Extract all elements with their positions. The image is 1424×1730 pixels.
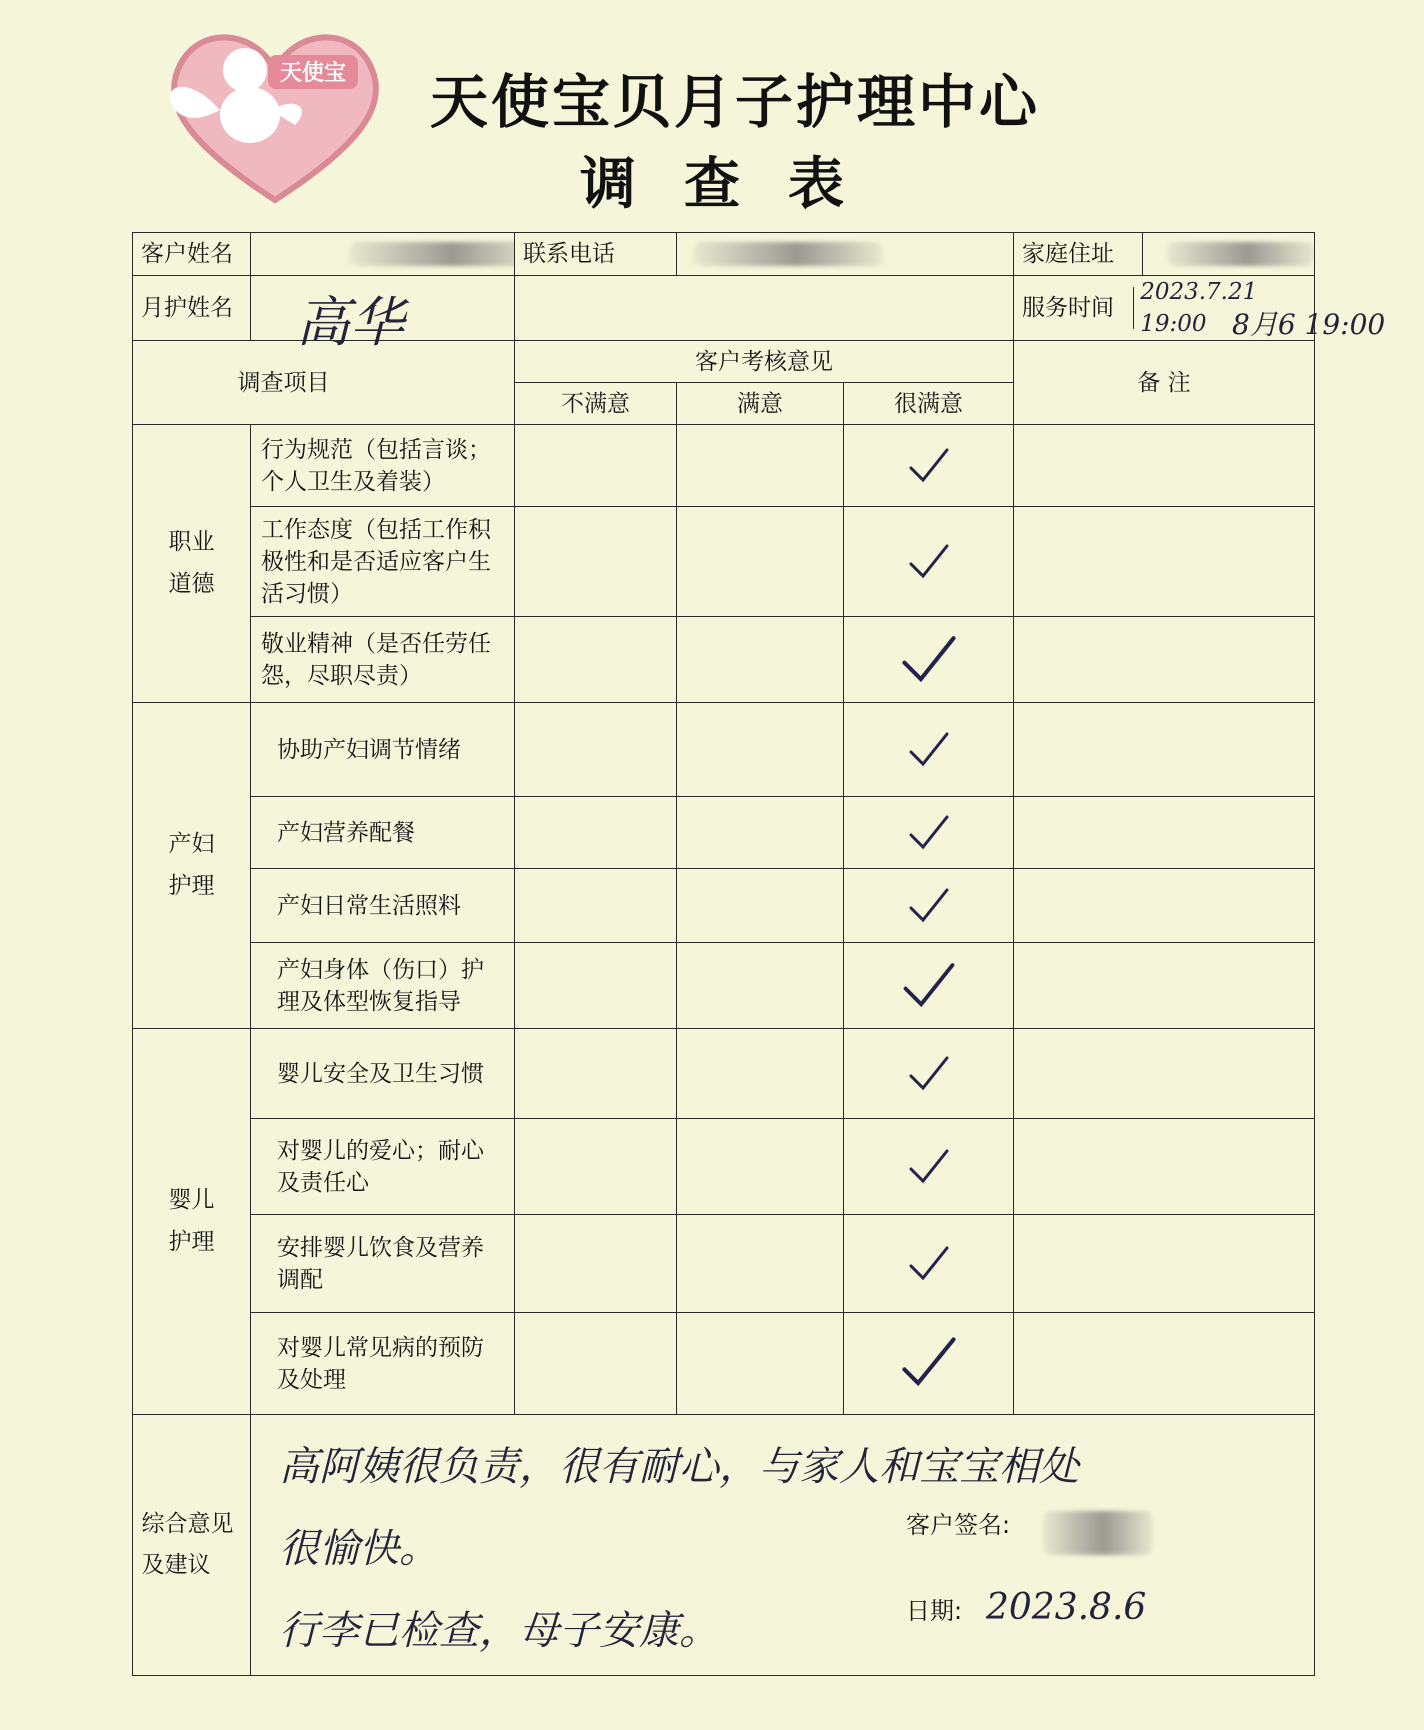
customer-name-value	[251, 233, 515, 276]
rating-cell	[844, 507, 1014, 617]
rating-cell	[515, 703, 677, 797]
summary-label: 综合意见及建议	[133, 1415, 251, 1676]
notes-cell	[1014, 703, 1315, 797]
rating-cell	[677, 1119, 844, 1215]
rating-cell	[844, 1119, 1014, 1215]
category-label: 产妇护理	[133, 703, 251, 1029]
summary-cell	[251, 1415, 1315, 1676]
rating-cell	[677, 703, 844, 797]
notes-cell	[1014, 1029, 1315, 1119]
rating-cell	[677, 425, 844, 507]
rating-cell	[515, 617, 677, 703]
survey-item: 行为规范（包括言谈；个人卫生及着装）	[251, 425, 515, 507]
notes-cell	[1014, 1215, 1315, 1313]
rating-cell	[677, 1215, 844, 1313]
checkmark-icon	[907, 813, 951, 853]
form-title: 调查表	[580, 152, 892, 217]
rating-cell	[844, 869, 1014, 943]
company-logo	[150, 15, 400, 215]
rating-cell	[844, 797, 1014, 869]
summary-comment-line: 高阿姨很负责，很有耐心，与家人和宝宝相处	[279, 1444, 1079, 1491]
rating-cell	[515, 1313, 677, 1415]
rating-cell	[844, 1215, 1014, 1313]
category-label: 职业道德	[133, 425, 251, 703]
service-time-end: 8月6 19:00	[1232, 308, 1386, 341]
rating-cell	[844, 943, 1014, 1029]
address-label: 家庭住址	[1014, 233, 1143, 275]
survey-item: 对婴儿常见病的预防及处理	[251, 1313, 515, 1415]
rating-header-dissatisfied: 不满意	[515, 383, 677, 425]
signature-label: 客户签名:	[906, 1511, 1011, 1540]
rating-cell	[515, 1029, 677, 1119]
signature-redacted	[1043, 1511, 1153, 1555]
checkmark-icon	[899, 1331, 959, 1397]
center-title: 天使宝贝月子护理中心	[430, 68, 1041, 136]
survey-table	[132, 232, 1315, 1676]
notes-cell	[1014, 943, 1315, 1029]
rating-cell	[844, 703, 1014, 797]
address-cell	[1014, 233, 1315, 276]
survey-item: 婴儿安全及卫生习惯	[251, 1029, 515, 1119]
notes-cell	[1014, 617, 1315, 703]
rating-cell	[844, 1029, 1014, 1119]
rating-cell	[515, 943, 677, 1029]
checkmark-icon	[899, 632, 959, 688]
survey-item: 敬业精神（是否任劳任怨，尽职尽责）	[251, 617, 515, 703]
rating-header-satisfied: 满意	[677, 383, 844, 425]
rating-cell	[844, 425, 1014, 507]
rating-cell	[515, 869, 677, 943]
summary-comment-line: 行李已检查，母子安康。	[279, 1608, 719, 1655]
notes-cell	[1014, 1313, 1315, 1415]
survey-item: 产妇营养配餐	[251, 797, 515, 869]
notes-cell	[1014, 425, 1315, 507]
checkmark-icon	[907, 1147, 951, 1187]
nurse-name-handwriting: 高华	[296, 291, 404, 354]
notes-header: 备 注	[1014, 341, 1315, 425]
checkmark-icon	[907, 886, 951, 926]
service-time-start: 2023.7.21 19:00	[1140, 279, 1258, 338]
survey-item: 安排婴儿饮食及营养调配	[251, 1215, 515, 1313]
nurse-name-label: 月护姓名	[133, 276, 251, 341]
rating-cell	[677, 1313, 844, 1415]
checkmark-icon	[899, 960, 959, 1012]
date-label: 日期:	[906, 1597, 963, 1626]
rating-cell	[677, 507, 844, 617]
rating-cell	[515, 507, 677, 617]
survey-item: 协助产妇调节情绪	[251, 703, 515, 797]
survey-item: 产妇日常生活照料	[251, 869, 515, 943]
notes-cell	[1014, 1119, 1315, 1215]
empty-info-cell	[515, 276, 1014, 341]
opinion-header: 客户考核意见	[515, 341, 1014, 383]
rating-cell	[515, 797, 677, 869]
rating-cell	[844, 1313, 1014, 1415]
checkmark-icon	[907, 1244, 951, 1284]
notes-cell	[1014, 869, 1315, 943]
customer-name-label: 客户姓名	[133, 233, 251, 276]
rating-cell	[677, 869, 844, 943]
summary-comment-line: 很愉快。	[279, 1526, 439, 1573]
category-label: 婴儿护理	[133, 1029, 251, 1415]
survey-item: 对婴儿的爱心；耐心及责任心	[251, 1119, 515, 1215]
checkmark-icon	[907, 1054, 951, 1094]
date-value: 2023.8.6	[986, 1587, 1147, 1629]
checkmark-icon	[907, 730, 951, 770]
notes-cell	[1014, 797, 1315, 869]
logo-text: 天使宝	[279, 61, 347, 86]
checkmark-icon	[907, 446, 951, 486]
service-time-label: 服务时间	[1014, 287, 1134, 329]
rating-cell	[677, 1029, 844, 1119]
phone-value	[677, 233, 1014, 276]
checkmark-icon	[907, 542, 951, 582]
survey-item: 工作态度（包括工作积极性和是否适应客户生活习惯）	[251, 507, 515, 617]
rating-cell	[677, 617, 844, 703]
rating-cell	[677, 797, 844, 869]
rating-header-very-satisfied: 很满意	[844, 383, 1014, 425]
rating-cell	[515, 425, 677, 507]
phone-label: 联系电话	[515, 233, 677, 276]
rating-cell	[677, 943, 844, 1029]
rating-cell	[844, 617, 1014, 703]
rating-cell	[515, 1215, 677, 1313]
survey-item: 产妇身体（伤口）护理及体型恢复指导	[251, 943, 515, 1029]
rating-cell	[515, 1119, 677, 1215]
item-header: 调查项目	[133, 341, 515, 425]
notes-cell	[1014, 507, 1315, 617]
